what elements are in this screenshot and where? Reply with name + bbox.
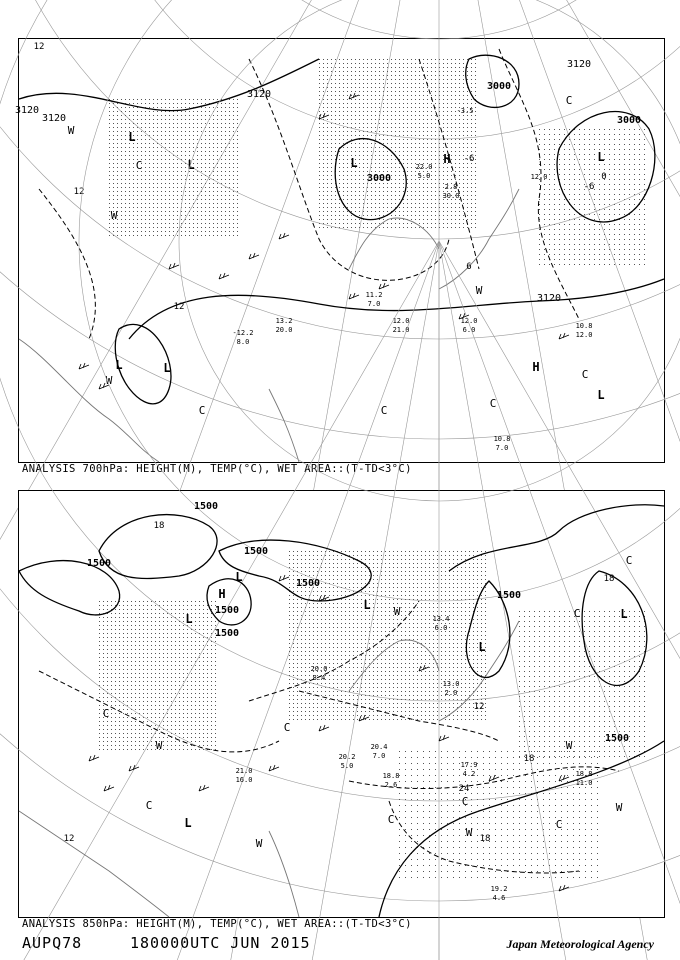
station-value: 5.0 (417, 172, 431, 180)
wind-barb (129, 765, 139, 771)
station-value: 5.0 (340, 762, 354, 770)
isotherm-label: 12 (173, 302, 185, 312)
caption-850hpa: ANALYSIS 850hPa: HEIGHT(M), TEMP(°C), WET AREA::(T-TD<3°C) (22, 918, 412, 930)
cold-center: C (581, 368, 589, 381)
wind-barb (249, 253, 259, 259)
warm-center: W (393, 605, 401, 618)
low-center: L (597, 388, 605, 402)
height-label: 1500 (214, 628, 240, 639)
low-center: L (115, 358, 123, 372)
height-label: 1500 (496, 590, 522, 601)
wind-barb (379, 283, 389, 289)
isotherm-label: 18 (603, 574, 615, 584)
height-3120-north (19, 59, 319, 111)
isotherm-label: -6 (463, 154, 475, 164)
wind-barb (104, 785, 114, 791)
warm-center: W (67, 124, 75, 137)
low-center: L (235, 570, 243, 584)
warm-center: W (105, 374, 113, 387)
station-value: 21.0 (392, 326, 410, 334)
isotherm-label: 18 (523, 754, 535, 764)
warm-center: W (110, 209, 118, 222)
low-center: L (597, 150, 605, 164)
low-center: L (363, 598, 371, 612)
low-center: L (184, 816, 192, 830)
station-value: -3.5 (456, 107, 474, 115)
coastline-continent (19, 811, 169, 917)
low-center: L (187, 158, 195, 172)
warm-center: W (465, 826, 473, 839)
height-1500-east (582, 571, 647, 685)
wind-barb (559, 333, 569, 339)
coastline-philippines (269, 831, 299, 917)
station-value: 17.9 (460, 761, 478, 769)
wind-barb (439, 735, 449, 741)
wind-barb (169, 263, 179, 269)
height-1500-south (379, 741, 664, 917)
coastline-continent (19, 339, 159, 462)
station-value: 4.2 (462, 770, 476, 778)
low-center: L (185, 612, 193, 626)
station-value: 13.0 (442, 680, 460, 688)
station-value: 20.4 (370, 743, 388, 751)
cold-center: C (198, 404, 206, 417)
isotherm-label: 18 (479, 834, 491, 844)
coastline-korea (349, 218, 439, 269)
station-value: 12.0 (392, 317, 410, 325)
low-center: L (350, 156, 358, 170)
station-value: 30.0 (442, 192, 460, 200)
cold-center: C (565, 94, 573, 107)
wind-barb (319, 113, 329, 119)
wind-barb (199, 785, 209, 791)
isotherm-label: 6 (466, 262, 472, 272)
cold-center: C (135, 159, 143, 172)
station-value: 19.2 (490, 885, 508, 893)
station-value: -12.2 (232, 329, 254, 337)
wind-barb (279, 233, 289, 239)
wet-area-850-west (99, 601, 216, 750)
height-1500-highcenter (207, 579, 251, 625)
wind-barb (489, 775, 499, 781)
station-value: 22.0 (415, 163, 433, 171)
cold-center: C (461, 795, 469, 808)
station-value: 7.0 (367, 300, 381, 308)
station-value: 13.4 (432, 615, 450, 623)
height-label: 3120 (41, 113, 67, 124)
station-value: 2.6 (384, 781, 398, 789)
cold-center: C (283, 721, 291, 734)
isotherm-label: 18 (153, 521, 165, 531)
cold-center: C (573, 607, 581, 620)
station-value: 13.2 (275, 317, 293, 325)
cold-center: C (380, 404, 388, 417)
map-panel-850hpa (18, 490, 665, 918)
wet-area-700-east (539, 129, 645, 265)
wind-barb (349, 93, 359, 99)
isotherm-label: 12 (33, 42, 45, 52)
caption-700hpa: ANALYSIS 700hPa: HEIGHT(M), TEMP(°C), WET AREA::(T-TD<3°C) (22, 463, 412, 475)
height-label: 1500 (604, 733, 630, 744)
station-value: 7.0 (372, 752, 386, 760)
warm-center: W (255, 837, 263, 850)
cold-center: C (555, 818, 563, 831)
station-value: 12.0 (460, 317, 478, 325)
station-value: 6.0 (462, 326, 476, 334)
wind-barb (319, 725, 329, 731)
map-panel-700hpa (14, 38, 665, 463)
height-label: 1500 (86, 558, 112, 569)
isotherm-label: 12 (473, 702, 485, 712)
station-value: 8.0 (236, 338, 250, 346)
wind-barb (559, 885, 569, 891)
cold-center: C (625, 554, 633, 567)
height-label: 3000 (486, 81, 512, 92)
height-label: 1500 (243, 546, 269, 557)
isotherm-label: 12 (63, 834, 75, 844)
warm-center: W (155, 739, 163, 752)
station-value: 18.8 (382, 772, 400, 780)
coastline-philippines (269, 389, 299, 462)
wind-barb (279, 575, 289, 581)
station-value: 12.0 (575, 331, 593, 339)
low-center: L (620, 607, 628, 621)
wind-barb (419, 665, 429, 671)
warm-center: W (615, 801, 623, 814)
station-value: 16.0 (235, 776, 253, 784)
wind-barb (269, 765, 279, 771)
isotherm-label: 12 (73, 187, 85, 197)
height-label: 3000 (616, 115, 642, 126)
cold-center: C (102, 707, 110, 720)
high-center: H (443, 152, 451, 166)
station-value: 11.0 (575, 779, 593, 787)
wind-barb (89, 755, 99, 761)
cold-center: C (145, 799, 153, 812)
height-label: 1500 (214, 605, 240, 616)
station-value: 18.8 (575, 770, 593, 778)
map-850hpa (19, 491, 664, 917)
isotherm-label: -6 (583, 182, 595, 192)
wind-barb (219, 273, 229, 279)
low-center: L (478, 640, 486, 654)
isotherm-label: 24 (458, 784, 470, 794)
height-3000-east (557, 112, 655, 222)
height-label: 1500 (193, 501, 219, 512)
station-value: 20.0 (310, 665, 328, 673)
valid-time: 180000UTC JUN 2015 (130, 934, 311, 952)
station-value: 10.8 (493, 435, 511, 443)
station-value: 20.2 (338, 753, 356, 761)
isotherm-label: 0 (601, 172, 607, 182)
station-value: 10.8 (575, 322, 593, 330)
station-value: 11.2 (365, 291, 383, 299)
product-code: AUPQ78 (22, 934, 83, 952)
wind-barb (359, 715, 369, 721)
wet-area-700-west (109, 99, 238, 236)
wet-area-850-southeast (399, 751, 598, 878)
high-center: H (532, 360, 540, 374)
height-label: 3120 (536, 293, 562, 304)
height-label: 3120 (14, 105, 40, 116)
warm-center: W (475, 284, 483, 297)
height-label: 1500 (295, 578, 321, 589)
cold-center: C (489, 397, 497, 410)
height-label: 3120 (246, 89, 272, 100)
high-center: H (218, 587, 226, 601)
station-value: 20.0 (275, 326, 293, 334)
wind-barb (349, 293, 359, 299)
cold-center: C (387, 813, 395, 826)
station-value: 2.0 (444, 689, 458, 697)
station-value: 6.0 (434, 624, 448, 632)
map-700hpa (14, 39, 664, 462)
low-center: L (128, 130, 136, 144)
height-label: 3000 (366, 173, 392, 184)
station-value: 21.0 (235, 767, 253, 775)
station-value: 7.0 (495, 444, 509, 452)
station-value: 8.4 (312, 674, 326, 682)
station-value: 4.6 (492, 894, 506, 902)
warm-center: W (565, 739, 573, 752)
height-label: 3120 (566, 59, 592, 70)
low-center: L (163, 361, 171, 375)
agency-name: Japan Meteorological Agency (506, 937, 654, 951)
station-value: 2.8 (444, 183, 458, 191)
wind-barb (79, 363, 89, 369)
station-value: 12.0 (530, 173, 548, 181)
